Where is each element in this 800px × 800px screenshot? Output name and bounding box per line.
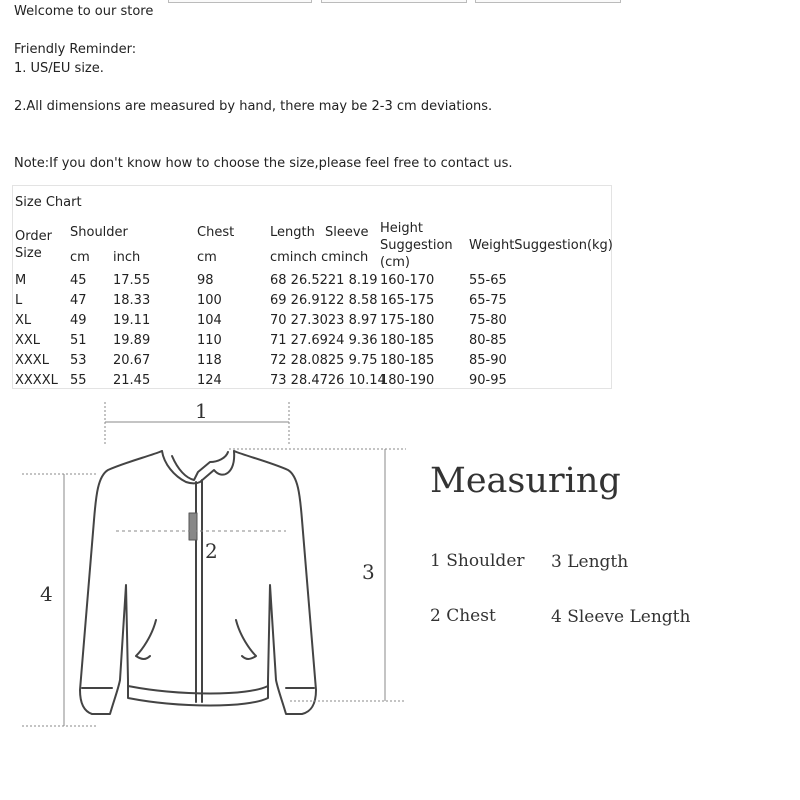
cell-chest: 110 bbox=[197, 333, 222, 348]
unit-shoulder-inch: inch bbox=[113, 250, 141, 265]
cell-height: 175-180 bbox=[380, 313, 435, 328]
cell-size: M bbox=[15, 273, 27, 288]
cell-weight: 90-95 bbox=[469, 373, 507, 388]
cell-chest: 124 bbox=[197, 373, 222, 388]
measuring-diagram bbox=[0, 393, 800, 800]
cell-shoulder-inch: 17.55 bbox=[113, 273, 151, 288]
cell-length-sleeve: 70 27.3023 8.97 bbox=[270, 313, 378, 328]
tab-2[interactable] bbox=[321, 0, 467, 3]
unit-shoulder-cm: cm bbox=[70, 250, 90, 265]
cell-chest: 98 bbox=[197, 273, 214, 288]
cell-size: XXXXL bbox=[15, 373, 58, 388]
cell-shoulder-cm: 47 bbox=[70, 293, 87, 308]
cell-shoulder-inch: 19.89 bbox=[113, 333, 151, 348]
cell-height: 165-175 bbox=[380, 293, 435, 308]
header-height-2: Suggestion bbox=[380, 238, 453, 253]
unit-length-sleeve: cminch cminch bbox=[270, 250, 369, 265]
cell-height: 160-170 bbox=[380, 273, 435, 288]
cell-weight: 75-80 bbox=[469, 313, 507, 328]
unit-chest-cm: cm bbox=[197, 250, 217, 265]
cell-shoulder-inch: 18.33 bbox=[113, 293, 151, 308]
cell-length-sleeve: 71 27.6924 9.36 bbox=[270, 333, 378, 348]
cell-length-sleeve: 73 28.4726 10.14 bbox=[270, 373, 386, 388]
header-order: Order bbox=[15, 229, 52, 244]
cell-shoulder-cm: 49 bbox=[70, 313, 87, 328]
header-height-1: Height bbox=[380, 221, 423, 236]
cell-chest: 100 bbox=[197, 293, 222, 308]
cell-shoulder-cm: 55 bbox=[70, 373, 87, 388]
header-size: Size bbox=[15, 246, 42, 261]
jacket-illustration bbox=[80, 451, 316, 714]
measuring-label-chest: 2 Chest bbox=[430, 606, 496, 626]
cell-size: L bbox=[15, 293, 23, 308]
cell-height: 180-185 bbox=[380, 353, 435, 368]
size-chart-title: Size Chart bbox=[15, 195, 82, 210]
cell-length-sleeve: 69 26.9122 8.58 bbox=[270, 293, 378, 308]
dimension-number-1: 1 bbox=[195, 399, 208, 423]
cell-weight: 55-65 bbox=[469, 273, 507, 288]
cell-weight: 80-85 bbox=[469, 333, 507, 348]
header-shoulder: Shoulder bbox=[70, 225, 128, 240]
dimension-number-3: 3 bbox=[362, 560, 375, 584]
header-weight: WeightSuggestion(kg) bbox=[469, 238, 613, 253]
welcome-text: Welcome to our store bbox=[14, 4, 154, 19]
cell-size: XXXL bbox=[15, 353, 49, 368]
dimension-number-4: 4 bbox=[40, 582, 53, 606]
cell-height: 180-190 bbox=[380, 373, 435, 388]
cell-size: XL bbox=[15, 313, 32, 328]
cell-shoulder-inch: 21.45 bbox=[113, 373, 151, 388]
tab-3[interactable] bbox=[475, 0, 621, 3]
cell-length-sleeve: 72 28.0825 9.75 bbox=[270, 353, 378, 368]
cell-chest: 104 bbox=[197, 313, 222, 328]
cell-size: XXL bbox=[15, 333, 41, 348]
header-chest: Chest bbox=[197, 225, 235, 240]
cell-length-sleeve: 68 26.5221 8.19 bbox=[270, 273, 378, 288]
measuring-title: Measuring bbox=[430, 461, 621, 501]
reminder-item-2: 2.All dimensions are measured by hand, there may be 2-3 cm deviations. bbox=[14, 99, 493, 114]
reminder-title: Friendly Reminder: bbox=[14, 42, 137, 57]
measuring-label-length: 3 Length bbox=[551, 552, 629, 572]
header-height-3: (cm) bbox=[380, 255, 410, 270]
dimension-lines bbox=[22, 402, 406, 726]
cell-chest: 118 bbox=[197, 353, 222, 368]
header-length: Length bbox=[270, 225, 315, 240]
measuring-label-sleeve: 4 Sleeve Length bbox=[551, 607, 691, 627]
cell-shoulder-inch: 20.67 bbox=[113, 353, 151, 368]
tab-1[interactable] bbox=[168, 0, 312, 3]
cell-weight: 85-90 bbox=[469, 353, 507, 368]
dimension-number-2: 2 bbox=[205, 539, 218, 563]
header-sleeve: Sleeve bbox=[325, 225, 369, 240]
cell-height: 180-185 bbox=[380, 333, 435, 348]
cell-weight: 65-75 bbox=[469, 293, 507, 308]
reminder-item-1: 1. US/EU size. bbox=[14, 61, 104, 76]
note-text: Note:If you don't know how to choose the size,please feel free to contact us. bbox=[14, 156, 513, 171]
measuring-label-shoulder: 1 Shoulder bbox=[430, 551, 525, 571]
cell-shoulder-inch: 19.11 bbox=[113, 313, 151, 328]
cell-shoulder-cm: 51 bbox=[70, 333, 87, 348]
cell-shoulder-cm: 45 bbox=[70, 273, 87, 288]
cell-shoulder-cm: 53 bbox=[70, 353, 87, 368]
